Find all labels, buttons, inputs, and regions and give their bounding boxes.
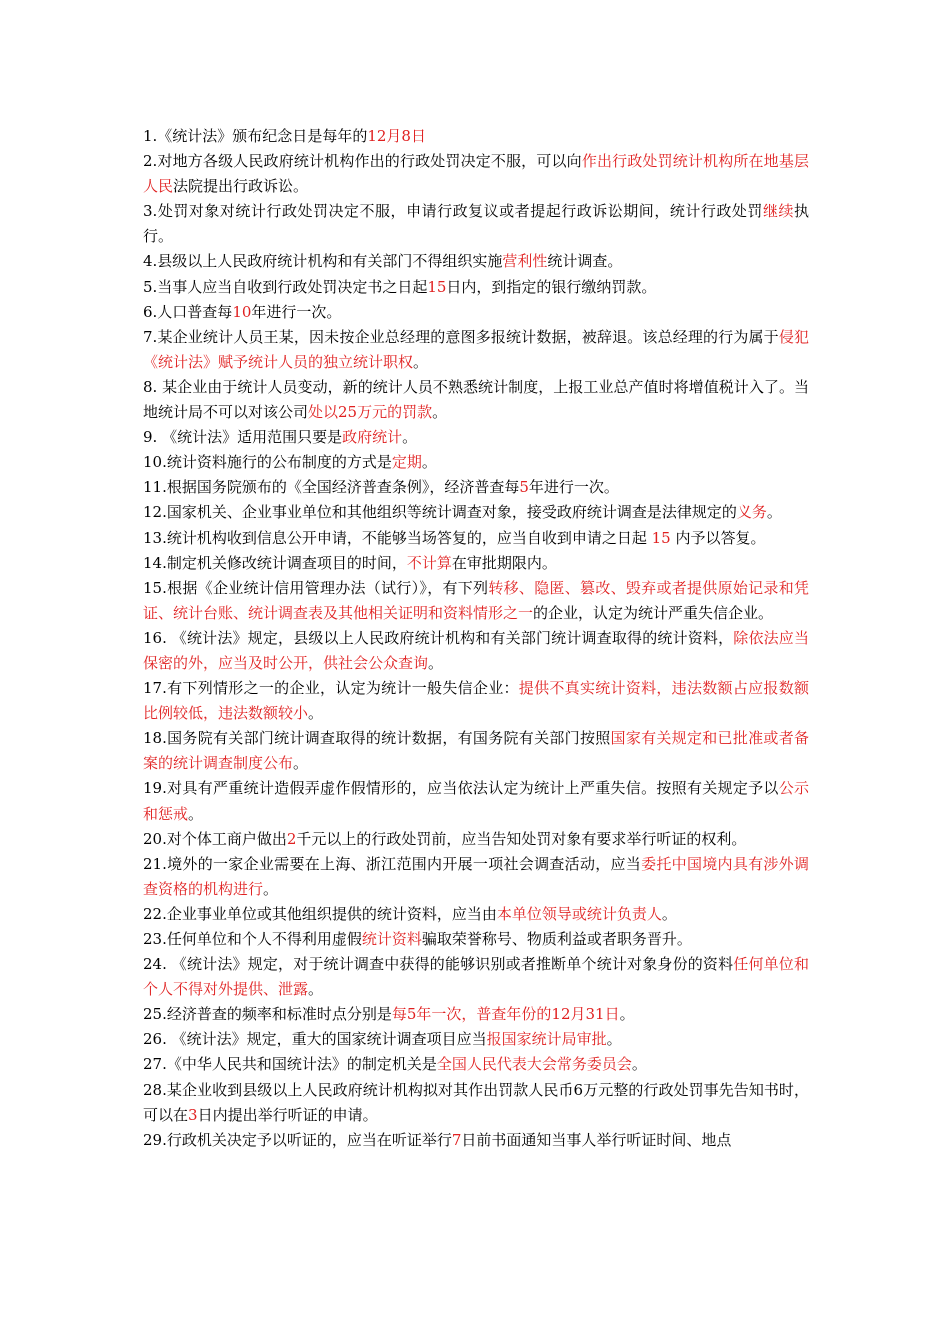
answer-highlight: 不计算 [406,553,452,572]
question-text: 27.《中华人民共和国统计法》的制定机关是 [143,1055,437,1074]
question-text: 8. 某企业由于统计人员变动，新的统计人员不熟悉统计制度，上报工业总产值时将增值税计入了。当地统计局不可以对该公司 [143,377,809,422]
question-text: 25.经济普查的频率和标准时点分别是 [143,1005,392,1024]
question-item [143,1052,809,1077]
question-item [143,1078,809,1128]
answer-highlight: 任何单位和个人不得对外提供、泄露 [143,955,809,999]
question-item [143,576,809,626]
question-text: 17.有下列情形之一的企业，认定为统计一般失信企业： [143,679,519,698]
question-text: 。 [402,428,418,447]
question-text: 9. 《统计法》适用范围只要是 [143,428,343,447]
answer-highlight: 本单位领导或统计负责人 [496,904,662,923]
question-item [143,1027,809,1052]
question-item [143,425,809,450]
question-item [143,902,809,927]
question-item [143,726,809,776]
question-text: 执行。 [143,202,809,246]
question-text: 18.国务院有关部门统计调查取得的统计数据，有国务院有关部门按照 [143,729,611,748]
answer-highlight: 委托中国境内具有涉外调查资格的机构进行 [143,854,809,898]
answer-highlight: 3 [188,1105,198,1124]
question-text: 12.国家机关、企业事业单位和其他组织等统计调查对象，接受政府统计调查是法律规定的 [143,503,737,522]
question-text: 。 [263,879,279,898]
question-item [143,325,809,375]
question-text: 22.企业事业单位或其他组织提供的统计资料，应当由 [143,904,497,923]
question-item [143,952,809,1002]
question-text: 1.《统计法》颁布纪念日是每年的 [143,127,368,145]
answer-highlight: 义务 [736,503,767,522]
question-text: 。 [413,352,429,371]
answer-highlight: 政府统计 [342,428,403,447]
question-text: 4.县级以上人民政府统计机构和有关部门不得组织实施 [143,252,503,271]
answer-highlight: 5 [519,478,529,497]
question-text: 5.当事人应当自收到行政处罚决定书之日起 [143,277,428,296]
question-item [143,676,809,726]
answer-highlight: 除依法应当保密的外，应当及时公开，供社会公众查询 [143,628,809,672]
question-text: 26. 《统计法》规定，重大的国家统计调查项目应当 [143,1030,487,1049]
question-text: 7.某企业统计人员王某，因未按企业总经理的意图多报统计数据，被辞退。该总经理的行为属于 [143,327,779,346]
question-text: 日内，到指定的银行缴纳罚款。 [446,277,657,296]
answer-highlight: 作出行政处罚统计机构所在地基层人民 [143,152,809,196]
question-item [143,927,809,952]
answer-highlight: 营利性 [502,252,548,271]
question-text: 14.制定机关修改统计调查项目的时间， [143,553,407,572]
question-text: 在审批期限内。 [451,553,557,572]
question-text: 。 [606,1030,622,1049]
question-item [143,776,809,826]
question-text: 10.统计资料施行的公布制度的方式是 [143,453,392,472]
question-item [143,375,809,425]
answer-highlight: 每5年一次，普查年份的12月31日 [391,1005,620,1024]
question-text: 的企业，认定为统计严重失信企业。 [533,603,774,622]
answer-highlight: 国家有关规定和已批准或者备案的统计调查制度公布 [143,729,809,773]
question-item [143,475,809,500]
answer-highlight: 报国家统计局审批 [486,1030,607,1049]
answer-highlight: 7 [451,1130,462,1149]
question-text: 。 [631,1055,647,1074]
answer-highlight: 15 [651,528,671,547]
question-text: 28.某企业收到县级以上人民政府统计机构拟对其作出罚款人民币6万元整的行政处罚事先告知书时，可以在 [143,1080,809,1124]
question-text: 法院提出行政诉讼。 [173,177,309,196]
question-text: 19.对具有严重统计造假弄虚作假情形的，应当依法认定为统计上严重失信。按照有关规定予以 [143,779,779,798]
answer-highlight: 侵犯《统计法》赋予统计人员的独立统计职权 [143,327,809,371]
question-text: 内予以答复。 [670,528,766,547]
question-item [143,1128,809,1153]
question-item [143,526,809,551]
question-item [143,199,809,249]
question-text: 20.对个体工商户做出 [143,829,287,848]
question-text: 6.人口普查每 [143,302,233,321]
question-item [143,500,809,525]
answer-highlight: 转移、隐匿、篡改、毁弃或者提供原始记录和凭证、统计台账、统计调查表及其他相关证明和资料情形之一 [143,578,809,622]
question-list [143,124,809,1153]
question-text: 。 [432,403,448,422]
question-item [143,1002,809,1027]
question-item [143,275,809,300]
question-text: 年进行一次。 [528,478,619,497]
question-text: 。 [308,704,324,723]
answer-highlight: 公示和惩戒 [143,779,809,823]
question-text: 15.根据《企业统计信用管理办法（试行）》，有下列 [143,578,489,597]
answer-highlight: 定期 [391,453,422,472]
question-text: 年进行一次。 [251,302,342,321]
question-text: 16. 《统计法》规定，县级以上人民政府统计机构和有关部门统计调查取得的统计资料， [143,628,734,647]
question-item [143,249,809,274]
question-text: 日前书面通知当事人举行听证时间、地点 [461,1130,732,1149]
question-item [143,450,809,475]
question-text: 。 [293,754,309,773]
question-text: 13.统计机构收到信息公开申请，不能够当场答复的，应当自收到申请之日起 [143,528,652,547]
answer-highlight: 处以25万元的罚款 [308,403,433,422]
question-text: 3.处罚对象对统计行政处罚决定不服，申请行政复议或者提起行政诉讼期间，统计行政处罚 [143,202,763,221]
answer-highlight: 15 [427,277,447,296]
answer-highlight: 10 [232,302,252,321]
question-item [143,626,809,676]
question-text: 日内提出举行听证的申请。 [197,1105,378,1124]
question-text: 。 [428,653,444,672]
question-item [143,300,809,325]
answer-highlight: 统计资料 [361,930,422,948]
question-text: 。 [308,980,324,999]
question-text: 。 [766,503,782,522]
question-text: 2.对地方各级人民政府统计机构作出的行政处罚决定不服，可以向 [143,152,582,171]
question-text: 统计调查。 [547,252,623,271]
answer-highlight: 继续 [762,202,794,221]
question-text: 千元以上的行政处罚前，应当告知处罚对象有要求举行听证的权利。 [296,829,747,848]
question-text: 。 [421,453,437,472]
question-text: 21.境外的一家企业需要在上海、浙江范围内开展一项社会调查活动，应当 [143,854,642,873]
answer-highlight: 12月8日 [367,127,426,145]
question-text: 。 [661,904,677,923]
question-item [143,124,809,149]
question-text: 11.根据国务院颁布的《全国经济普查条例》，经济普查每 [143,478,520,497]
question-item [143,852,809,902]
question-text: 23.任何单位和个人不得利用虚假 [143,930,362,948]
answer-highlight: 2 [286,829,297,848]
answer-highlight: 全国人民代表大会常务委员会 [436,1055,632,1074]
answer-highlight: 提供不真实统计资料，违法数额占应报数额比例较低，违法数额较小 [143,679,809,723]
question-item [143,551,809,576]
question-text: 。 [188,804,204,823]
question-text: 骗取荣誉称号、物质利益或者职务晋升。 [421,930,692,948]
question-item [143,149,809,199]
question-text: 。 [619,1005,635,1024]
question-text: 24. 《统计法》规定，对于统计调查中获得的能够识别或者推断单个统计对象身份的资料 [143,955,734,974]
question-text: 29.行政机关决定予以听证的，应当在听证举行 [143,1130,452,1149]
question-item [143,827,809,852]
